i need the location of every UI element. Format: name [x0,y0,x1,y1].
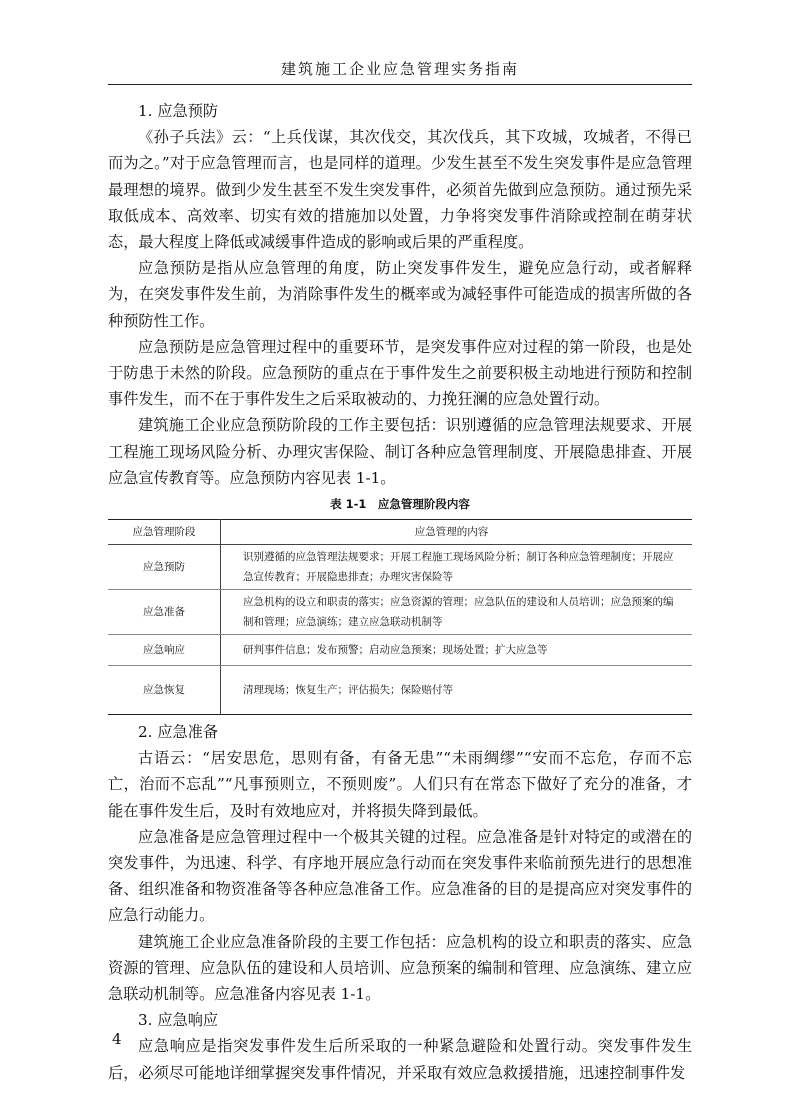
stage-cell: 应急响应 [108,635,221,666]
content-cell: 识别遵循的应急管理法规要求；开展工程施工现场风险分析；制订各种应急管理制度；开展应急宣传教育；开展隐患排查；办理灾害保险等 [221,545,693,590]
header-divider [108,84,692,85]
stage-cell: 应急准备 [108,590,221,635]
table-row [108,590,692,635]
paragraph: 应急准备是应急管理过程中一个极其关键的过程。应急准备是针对特定的或潜在的突发事件，为迅速、科学、有序地开展应急行动而在突发事件来临前预先进行的思想准备、组织准备和物资准备等各种应急准备工作。应急准备的目的是提高应对突发事件的应急行动能力。 [108,827,692,925]
paragraph: 古语云：“居安思危，思则有备，有备无患”“未雨绸缪”“安而不忘危，存而不忘亡，治而不忘乱”“凡事预则立，不预则废”。人们只有在常态下做好了充分的准备，才能在事件发生后，及时有效地应对，并将损失降到最低。 [108,749,692,820]
paragraph: 《孙子兵法》云：“上兵伐谋，其次伐交，其次伐兵，其下攻城，攻城者，不得已而为之。”对于应急管理而言，也是同样的道理。少发生甚至不发生突发事件是应急管理最理想的境界。做到少发生甚至不发生突发事件，必须首先做到应急预防。通过预先采取低成本、高效率、切实有效的措施加以处置，力争将突发事件消除或控制在萌芽状态，最大程度上降低或减缓事件造成的影响或后果的严重程度。 [108,128,692,252]
page-number: 4 [112,1030,122,1048]
table-caption: 表 1-1 应急管理阶段内容 [330,497,470,512]
running-header: 建筑施工企业应急管理实务指南 [280,60,519,78]
main-content [108,98,692,1086]
table-row [108,635,692,666]
table-header-row [108,520,692,545]
paragraph: 应急预防是指从应急管理的角度，防止突发事件发生，避免应急行动，或者解释为，在突发事件发生前，为消除事件发生的概率或为减轻事件可能造成的损害所做的各种预防性工作。 [108,259,692,330]
column-header-stage: 应急管理阶段 [108,520,221,545]
section-3-title: 3. 应急响应 [138,1011,219,1030]
content-cell: 应急机构的设立和职责的落实；应急资源的管理；应急队伍的建设和人员培训；应急预案的编制和管理；应急演练；建立应急联动机制等 [221,590,693,635]
table-row [108,666,692,715]
stage-cell: 应急预防 [108,545,221,590]
content-cell: 研判事件信息；发布预警；启动应急预案；现场处置；扩大应急等 [221,635,693,666]
paragraph: 应急响应是指突发事件发生后所采取的一种紧急避险和处置行动。突发事件发生后，必须尽可能地详细掌握突发事件情况，并采取有效应急救援措施，迅速控制事件发 [108,1037,692,1082]
table-row [108,545,692,590]
stage-cell: 应急恢复 [108,666,221,715]
paragraph: 建筑施工企业应急准备阶段的主要工作包括：应急机构的设立和职责的落实、应急资源的管理、应急队伍的建设和人员培训、应急预案的编制和管理、应急演练、建立应急联动机制等。应急准备内容见表 1-1。 [108,932,692,1004]
paragraph: 建筑施工企业应急预防阶段的工作主要包括：识别遵循的应急管理法规要求、开展工程施工现场风险分析、办理灾害保险、制订各种应急管理制度、开展隐患排查、开展应急宣传教育等。应急预防内容见表 1-1。 [108,416,692,487]
content-cell: 清理现场；恢复生产；评估损失；保险赔付等 [243,684,453,697]
section-2-title: 2. 应急准备 [138,723,219,742]
paragraph: 应急预防是应急管理过程中的重要环节，是突发事件应对过程的第一阶段，也是处于防患于未然的阶段。应急预防的重点在于事件发生之前要积极主动地进行预防和控制事件发生，而不在于事件发生之后采取被动的、力挽狂澜的应急处置行动。 [108,337,692,409]
stages-table [108,519,692,715]
column-header-content: 应急管理的内容 [221,520,693,545]
section-1-title: 1. 应急预防 [138,102,219,120]
